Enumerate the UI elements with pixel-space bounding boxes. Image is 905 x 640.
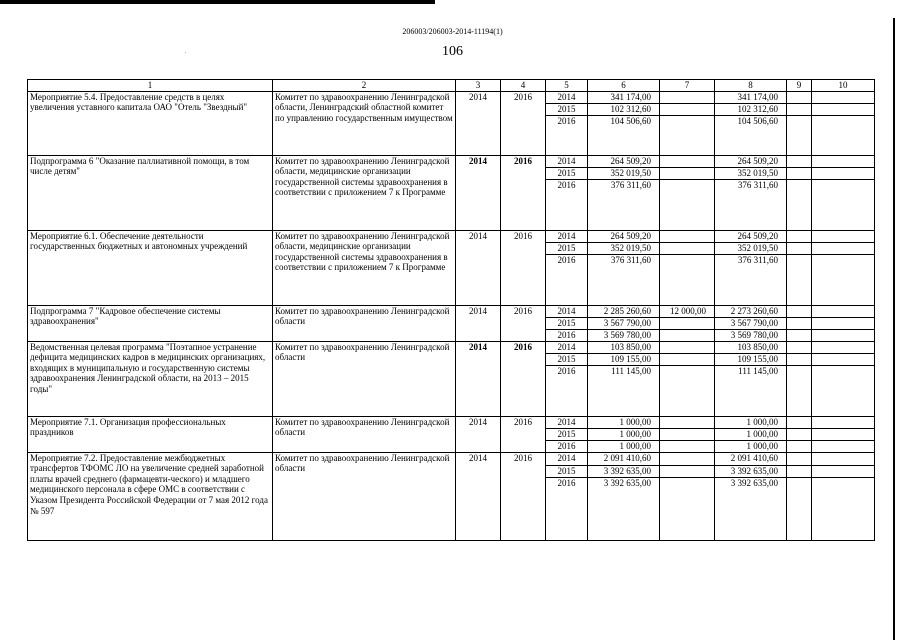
year-cell: 2015 xyxy=(546,465,588,477)
start-year-cell: 2014 xyxy=(456,416,501,452)
regional-cell: 3 392 635,00 xyxy=(715,477,787,540)
column-header: 5 xyxy=(546,80,588,92)
col9-cell xyxy=(787,305,812,317)
year-cell: 2016 xyxy=(546,179,588,230)
federal-cell xyxy=(660,477,715,540)
end-year-cell: 2016 xyxy=(501,341,546,416)
regional-cell: 102 312,60 xyxy=(715,103,787,115)
col9-cell xyxy=(787,416,812,428)
table-row xyxy=(28,155,875,167)
year-cell: 2016 xyxy=(546,329,588,341)
year-cell: 2014 xyxy=(546,452,588,465)
col9-cell xyxy=(787,155,812,167)
executor-cell: Комитет по здравоохранению Ленинградской области xyxy=(273,416,456,452)
federal-cell xyxy=(660,115,715,155)
total-cell: 104 506,60 xyxy=(588,115,660,155)
federal-cell xyxy=(660,167,715,179)
federal-cell xyxy=(660,416,715,428)
activity-title-cell: Мероприятие 5.4. Предоставление средств в целях увеличения уставного капитала ОАО "Отель "Звездный" xyxy=(28,91,273,155)
col10-cell xyxy=(812,365,875,416)
program-table xyxy=(27,79,875,541)
column-header: 1 xyxy=(28,80,273,92)
federal-cell xyxy=(660,230,715,242)
total-cell: 264 509,20 xyxy=(588,155,660,167)
table-row xyxy=(28,341,875,353)
col9-cell xyxy=(787,91,812,103)
col9-cell xyxy=(787,365,812,416)
col10-cell xyxy=(812,115,875,155)
col10-cell xyxy=(812,242,875,254)
regional-cell: 1 000,00 xyxy=(715,416,787,428)
col9-cell xyxy=(787,167,812,179)
regional-cell: 109 155,00 xyxy=(715,353,787,365)
end-year-cell: 2016 xyxy=(501,452,546,540)
total-cell: 376 311,60 xyxy=(588,254,660,305)
total-cell: 3 392 635,00 xyxy=(588,465,660,477)
year-cell: 2016 xyxy=(546,365,588,416)
year-cell: 2015 xyxy=(546,317,588,329)
col10-cell xyxy=(812,317,875,329)
executor-cell: Комитет по здравоохранению Ленинградской области, Ленинградский областной комитет по управлению государственным имуществом xyxy=(273,91,456,155)
activity-title-cell: Мероприятие 7.2. Предоставление межбюджетных трансфертов ТФОМС ЛО на увеличение средней заработной платы врачей среднего (фармацевти-ческого) и младшего медицинского персонала в сфере ОМС в соответствии с Указом Президента Российской Федерации от 7 мая 2012 года № 597 xyxy=(28,452,273,540)
executor-cell: Комитет по здравоохранению Ленинградской области, медицинские организации государственной системы здравоохранения в соответствии с приложением 7 к Программе xyxy=(273,155,456,230)
activity-title-cell: Мероприятие 6.1. Обеспечение деятельности государственных бюджетных и автономных учреждений xyxy=(28,230,273,305)
col9-cell xyxy=(787,179,812,230)
activity-title-cell: Подпрограмма 6 "Оказание паллиативной помощи, в том числе детям" xyxy=(28,155,273,230)
col10-cell xyxy=(812,452,875,465)
federal-cell xyxy=(660,91,715,103)
regional-cell: 264 509,20 xyxy=(715,155,787,167)
total-cell: 376 311,60 xyxy=(588,179,660,230)
start-year-cell: 2014 xyxy=(456,305,501,341)
col9-cell xyxy=(787,428,812,440)
column-header: 7 xyxy=(660,80,715,92)
regional-cell: 3 392 635,00 xyxy=(715,465,787,477)
col10-cell xyxy=(812,416,875,428)
federal-cell xyxy=(660,329,715,341)
year-cell: 2015 xyxy=(546,353,588,365)
executor-cell: Комитет по здравоохранению Ленинградской области, медицинские организации государственной системы здравоохранения в соответствии с приложением 7 к Программе xyxy=(273,230,456,305)
federal-cell xyxy=(660,440,715,452)
start-year-cell: 2014 xyxy=(456,155,501,230)
end-year-cell: 2016 xyxy=(501,91,546,155)
regional-cell: 3 569 780,00 xyxy=(715,329,787,341)
table-row xyxy=(28,305,875,317)
col9-cell xyxy=(787,329,812,341)
column-header: 6 xyxy=(588,80,660,92)
total-cell: 2 285 260,60 xyxy=(588,305,660,317)
col9-cell xyxy=(787,242,812,254)
regional-cell: 352 019,50 xyxy=(715,242,787,254)
col9-cell xyxy=(787,341,812,353)
year-cell: 2016 xyxy=(546,440,588,452)
total-cell: 341 174,00 xyxy=(588,91,660,103)
total-cell: 103 850,00 xyxy=(588,341,660,353)
federal-cell xyxy=(660,317,715,329)
col9-cell xyxy=(787,452,812,465)
table-row xyxy=(28,416,875,428)
total-cell: 352 019,50 xyxy=(588,167,660,179)
col9-cell xyxy=(787,465,812,477)
federal-cell xyxy=(660,155,715,167)
executor-cell: Комитет по здравоохранению Ленинградской области xyxy=(273,341,456,416)
year-cell: 2015 xyxy=(546,428,588,440)
year-cell: 2014 xyxy=(546,416,588,428)
federal-cell xyxy=(660,341,715,353)
regional-cell: 104 506,60 xyxy=(715,115,787,155)
total-cell: 3 392 635,00 xyxy=(588,477,660,540)
column-header: 9 xyxy=(787,80,812,92)
table-row xyxy=(28,452,875,465)
federal-cell xyxy=(660,452,715,465)
regional-cell: 103 850,00 xyxy=(715,341,787,353)
col9-cell xyxy=(787,230,812,242)
scan-mark: ' xyxy=(185,52,187,58)
table-row xyxy=(28,230,875,242)
year-cell: 2014 xyxy=(546,91,588,103)
col10-cell xyxy=(812,353,875,365)
regional-cell: 352 019,50 xyxy=(715,167,787,179)
col10-cell xyxy=(812,341,875,353)
regional-cell: 1 000,00 xyxy=(715,428,787,440)
year-cell: 2016 xyxy=(546,254,588,305)
year-cell: 2015 xyxy=(546,167,588,179)
col10-cell xyxy=(812,91,875,103)
total-cell: 352 019,50 xyxy=(588,242,660,254)
activity-title-cell: Мероприятие 7.1. Организация профессиональных праздников xyxy=(28,416,273,452)
page-number: 106 xyxy=(442,44,463,59)
federal-cell xyxy=(660,353,715,365)
year-cell: 2014 xyxy=(546,305,588,317)
year-cell: 2015 xyxy=(546,242,588,254)
year-cell: 2014 xyxy=(546,341,588,353)
federal-cell xyxy=(660,242,715,254)
col9-cell xyxy=(787,440,812,452)
column-header: 10 xyxy=(812,80,875,92)
top-rule xyxy=(0,0,435,4)
col10-cell xyxy=(812,477,875,540)
end-year-cell: 2016 xyxy=(501,305,546,341)
total-cell: 3 569 780,00 xyxy=(588,329,660,341)
regional-cell: 376 311,60 xyxy=(715,179,787,230)
column-number-row xyxy=(28,80,875,92)
col10-cell xyxy=(812,329,875,341)
column-header: 3 xyxy=(456,80,501,92)
activity-title-cell: Подпрограмма 7 "Кадровое обеспечение системы здравоохранения" xyxy=(28,305,273,341)
federal-cell xyxy=(660,254,715,305)
regional-cell: 376 311,60 xyxy=(715,254,787,305)
col10-cell xyxy=(812,103,875,115)
end-year-cell: 2016 xyxy=(501,155,546,230)
federal-cell: 12 000,00 xyxy=(660,305,715,317)
regional-cell: 3 567 790,00 xyxy=(715,317,787,329)
table-row xyxy=(28,91,875,103)
regional-cell: 2 273 260,60 xyxy=(715,305,787,317)
regional-cell: 1 000,00 xyxy=(715,440,787,452)
col10-cell xyxy=(812,230,875,242)
regional-cell: 341 174,00 xyxy=(715,91,787,103)
column-header: 8 xyxy=(715,80,787,92)
year-cell: 2014 xyxy=(546,155,588,167)
year-cell: 2015 xyxy=(546,103,588,115)
start-year-cell: 2014 xyxy=(456,341,501,416)
end-year-cell: 2016 xyxy=(501,230,546,305)
col10-cell xyxy=(812,155,875,167)
total-cell: 1 000,00 xyxy=(588,416,660,428)
col9-cell xyxy=(787,115,812,155)
total-cell: 1 000,00 xyxy=(588,428,660,440)
total-cell: 111 145,00 xyxy=(588,365,660,416)
col10-cell xyxy=(812,179,875,230)
federal-cell xyxy=(660,179,715,230)
col10-cell xyxy=(812,254,875,305)
total-cell: 1 000,00 xyxy=(588,440,660,452)
federal-cell xyxy=(660,103,715,115)
column-header: 2 xyxy=(273,80,456,92)
col10-cell xyxy=(812,440,875,452)
column-header: 4 xyxy=(501,80,546,92)
total-cell: 264 509,20 xyxy=(588,230,660,242)
executor-cell: Комитет по здравоохранению Ленинградской области xyxy=(273,452,456,540)
start-year-cell: 2014 xyxy=(456,91,501,155)
start-year-cell: 2014 xyxy=(456,230,501,305)
activity-title-cell: Ведомственная целевая программа "Поэтапное устранение дефицита медицинских кадров в медицинских организациях, входящих в муниципальную и государственную системы здравоохранения Ленинградской области, на 2013 – 2015 годы" xyxy=(28,341,273,416)
total-cell: 109 155,00 xyxy=(588,353,660,365)
end-year-cell: 2016 xyxy=(501,416,546,452)
col9-cell xyxy=(787,103,812,115)
col9-cell xyxy=(787,317,812,329)
federal-cell xyxy=(660,465,715,477)
col9-cell xyxy=(787,353,812,365)
federal-cell xyxy=(660,365,715,416)
right-rule xyxy=(893,18,895,640)
year-cell: 2014 xyxy=(546,230,588,242)
regional-cell: 2 091 410,60 xyxy=(715,452,787,465)
col10-cell xyxy=(812,305,875,317)
regional-cell: 111 145,00 xyxy=(715,365,787,416)
total-cell: 2 091 410,60 xyxy=(588,452,660,465)
executor-cell: Комитет по здравоохранению Ленинградской области xyxy=(273,305,456,341)
total-cell: 3 567 790,00 xyxy=(588,317,660,329)
federal-cell xyxy=(660,428,715,440)
document-id: 206003/206003-2014-11194(1) xyxy=(402,27,503,36)
table-body xyxy=(28,91,875,540)
total-cell: 102 312,60 xyxy=(588,103,660,115)
col10-cell xyxy=(812,428,875,440)
year-cell: 2016 xyxy=(546,115,588,155)
col10-cell xyxy=(812,465,875,477)
col9-cell xyxy=(787,254,812,305)
col9-cell xyxy=(787,477,812,540)
year-cell: 2016 xyxy=(546,477,588,540)
regional-cell: 264 509,20 xyxy=(715,230,787,242)
col10-cell xyxy=(812,167,875,179)
start-year-cell: 2014 xyxy=(456,452,501,540)
